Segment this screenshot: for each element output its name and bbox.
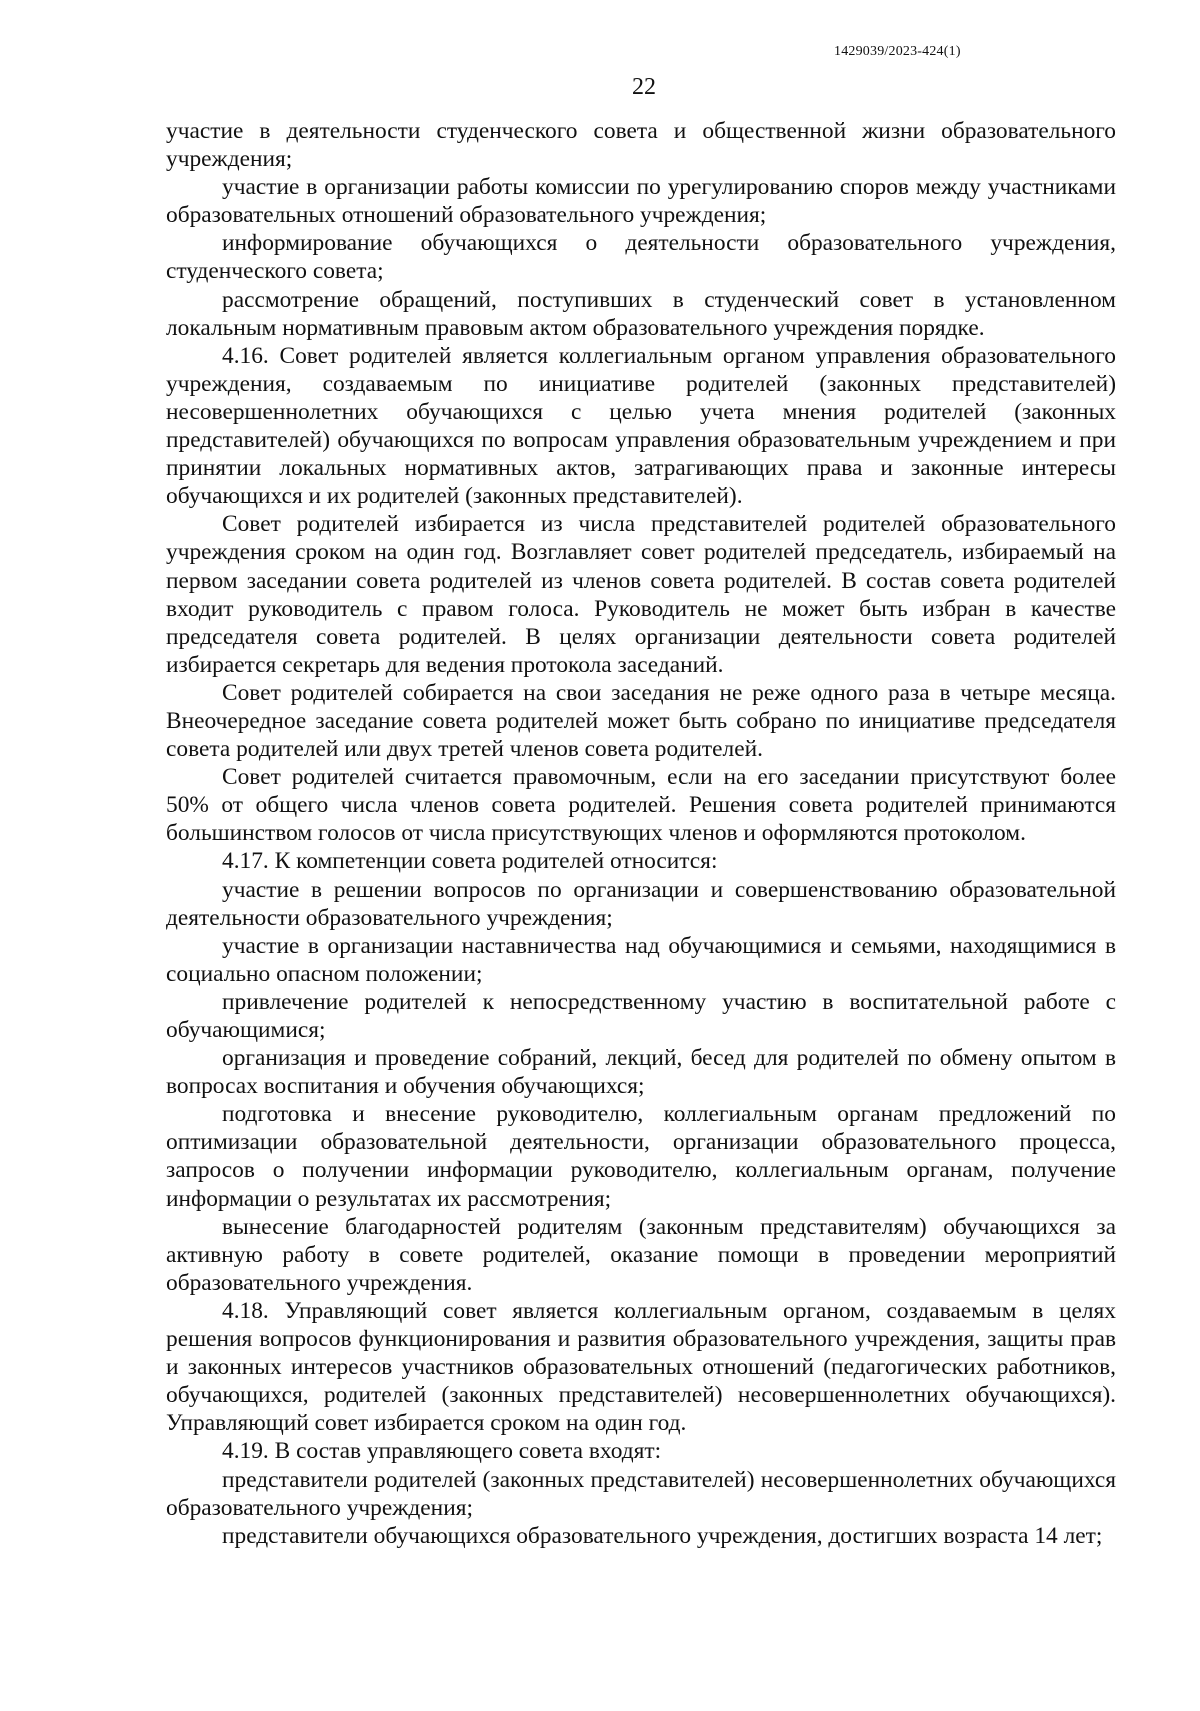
list-item: вынесение благодарностей родителям (законным представителям) обучающихся за активную работу в совете родителей, оказание помощи в проведении мероприятий образовательного учреждения.: [166, 1213, 1116, 1296]
list-item: подготовка и внесение руководителю, коллегиальным органам предложений по оптимизации образовательной деятельности, организации образовательного процесса, запросов о получении информации руководителю, коллегиальным органам, получение информации о результатах их рассмотрения;: [166, 1101, 1116, 1212]
document-body: [166, 117, 1116, 1550]
list-item: участие в решении вопросов по организации и совершенствованию образовательной деятельности образовательного учреждения;: [166, 876, 1116, 931]
paragraph: информирование обучающихся о деятельности образовательного учреждения, студенческого совета;: [166, 230, 1116, 285]
list-item: привлечение родителей к непосредственному участию в воспитательной работе с обучающимися;: [166, 988, 1116, 1043]
paragraph: Совет родителей считается правомочным, если на его заседании присутствуют более 50% от общего числа членов совета родителей. Решения совета родителей принимаются большинством голосов от числа присутствующих членов и оформляются протоколом.: [166, 764, 1116, 847]
list-item: представители обучающихся образовательного учреждения, достигших возраста 14 лет;: [222, 1522, 1103, 1549]
paragraph: Совет родителей избирается из числа представителей родителей образовательного учреждения сроком на один год. Возглавляет совет родителей председатель, избираемый на первом заседании совета родителей из членов совета родителей. В состав совета родителей входит руководитель с правом голоса. Руководитель не может быть избран в качестве председателя совета родителей. В целях организации деятельности совета родителей избирается секретарь для ведения протокола заседаний.: [166, 511, 1116, 678]
section-4-19: 4.19. В состав управляющего совета входят:: [222, 1438, 662, 1465]
paragraph: Совет родителей собирается на свои заседания не реже одного раза в четыре месяца. Внеочередное заседание совета родителей может быть собрано по инициативе председателя совета родителей или двух третей членов совета родителей.: [166, 679, 1116, 763]
list-item: организация и проведение собраний, лекций, бесед для родителей по обмену опытом в вопросах воспитания и обучения обучающихся;: [166, 1045, 1116, 1100]
paragraph: участие в деятельности студенческого совета и общественной жизни образовательного учреждения;: [166, 118, 1116, 173]
paragraph: участие в организации работы комиссии по урегулированию споров между участниками образовательных отношений образовательного учреждения;: [166, 174, 1116, 229]
section-4-18: 4.18. Управляющий совет является коллегиальным органом, создаваемым в целях решения вопросов функционирования и развития образовательного учреждения, защиты прав и законных интересов участников образовательных отношений (педагогических работников, обучающихся, родителей (законных представителей) несовершеннолетних обучающихся). Управляющий совет избирается сроком на один год.: [166, 1297, 1116, 1437]
page-number: 22: [632, 74, 656, 100]
section-4-16: 4.16. Совет родителей является коллегиальным органом управления образовательного учреждения, создаваемым по инициативе родителей (законных представителей) несовершеннолетних обучающихся с целью учета мнения родителей (законных представителей) обучающихся по вопросам управления образовательным учреждением и при принятии локальных нормативных актов, затрагивающих права и законные интересы обучающихся и их родителей (законных представителей).: [166, 342, 1116, 510]
list-item: участие в организации наставничества над обучающимися и семьями, находящимися в социально опасном положении;: [166, 932, 1116, 987]
paragraph: рассмотрение обращений, поступивших в студенческий совет в установленном локальным нормативным правовым актом образовательного учреждения порядке.: [166, 286, 1116, 341]
document-registration-number: 1429039/2023-424(1): [834, 44, 961, 59]
section-4-17: 4.17. К компетенции совета родителей относится:: [222, 848, 718, 875]
list-item: представители родителей (законных представителей) несовершеннолетних обучающихся образовательного учреждения;: [166, 1466, 1116, 1521]
